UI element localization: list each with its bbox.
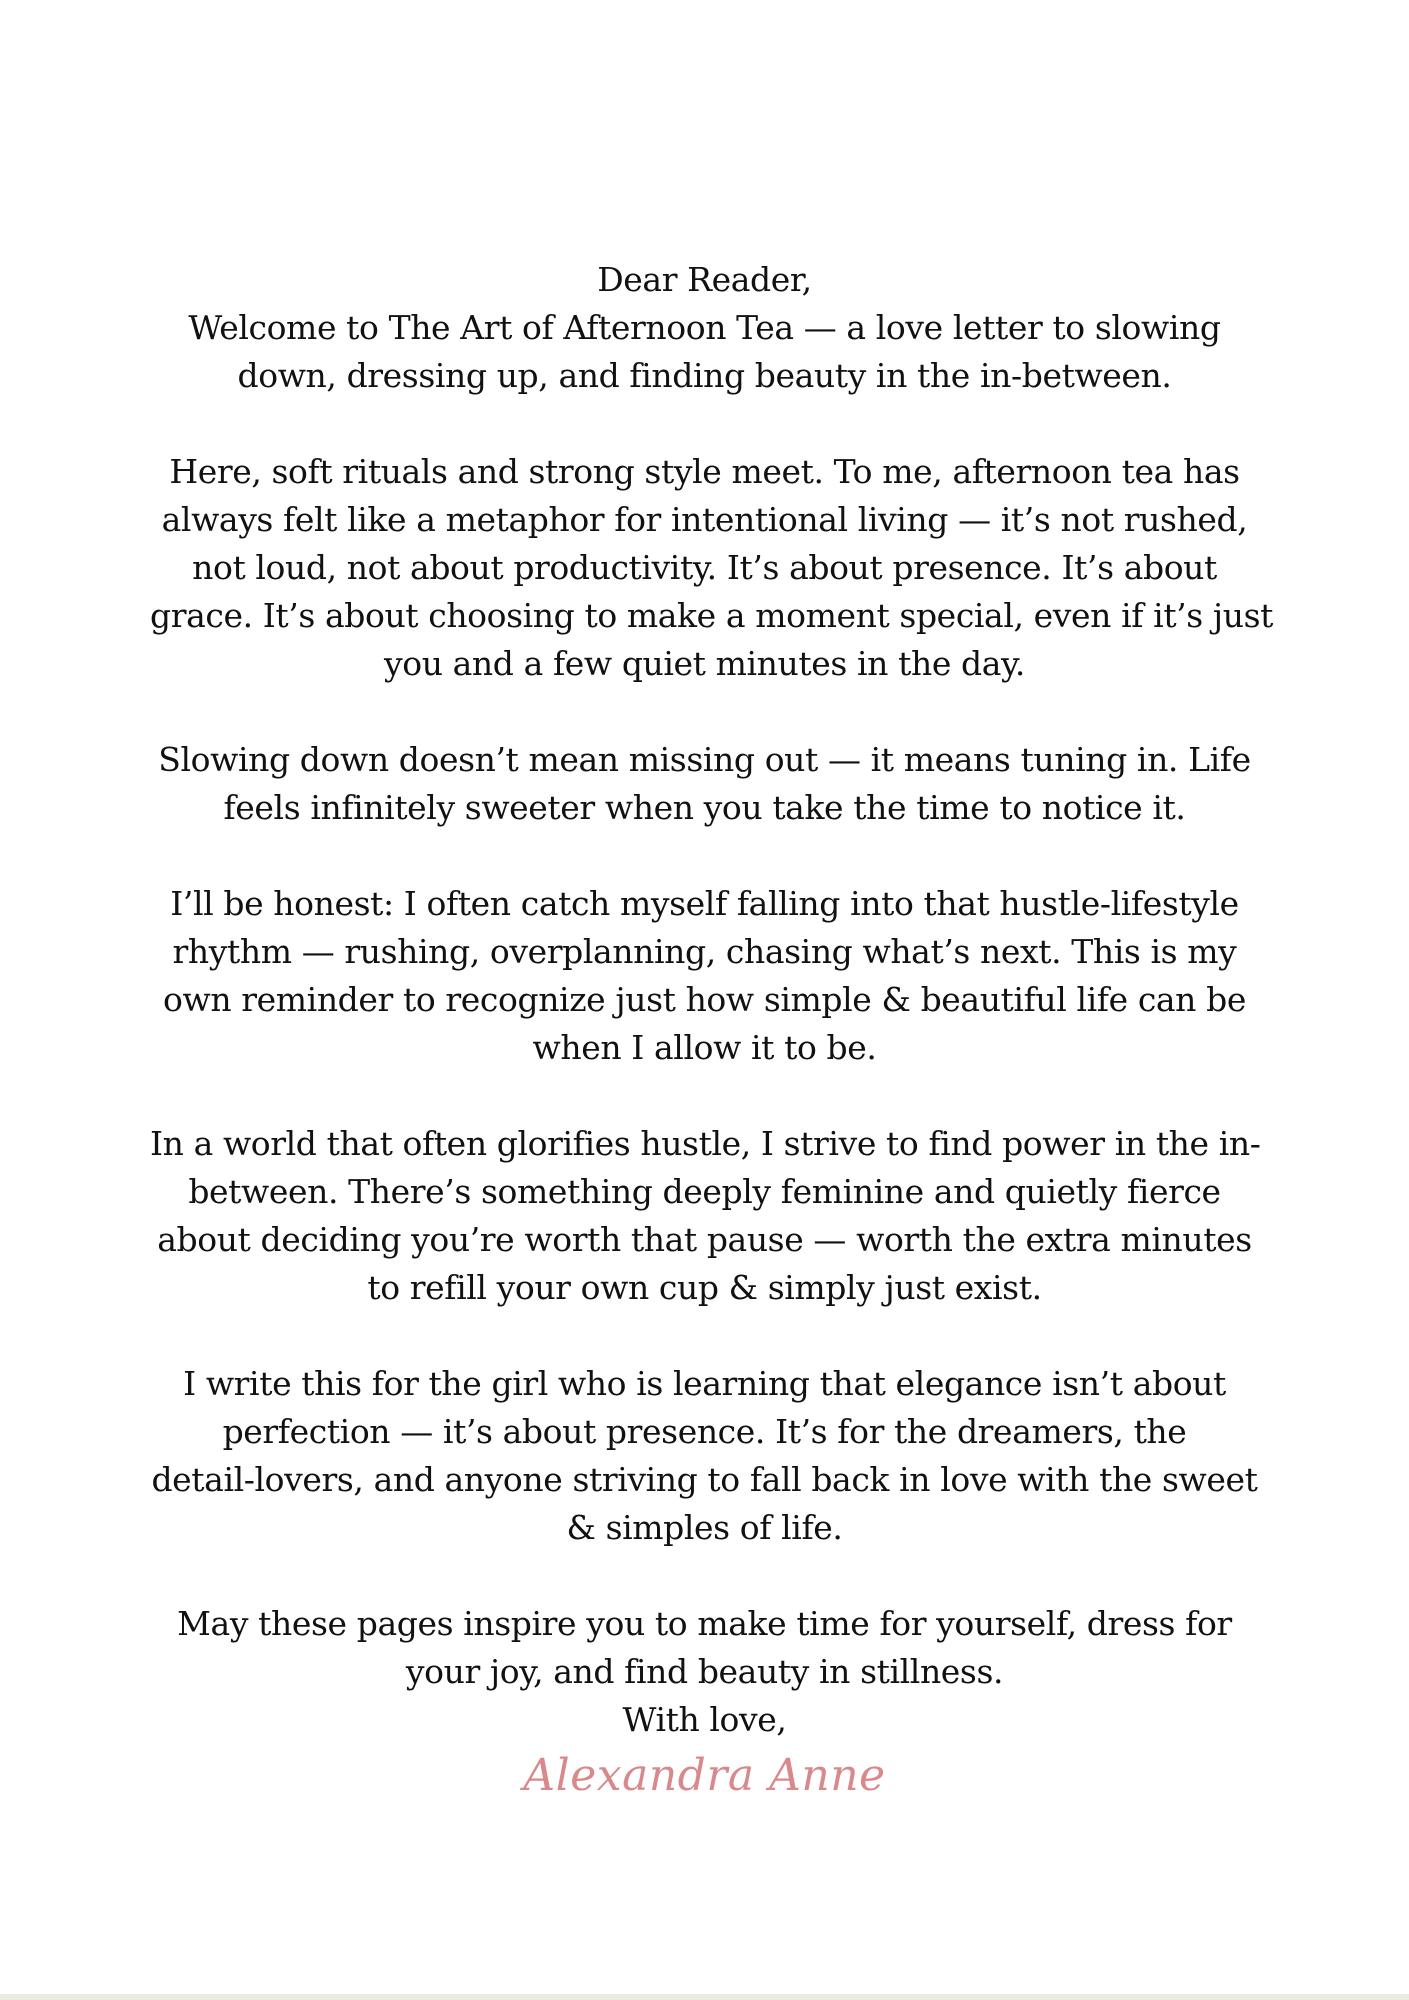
- paragraph-spacer: [150, 832, 1259, 880]
- letter-line: Welcome to The Art of Afternoon Tea — a love letter to slowing: [188, 308, 1221, 347]
- letter-line: I’ll be honest: I often catch myself falling into that hustle-lifestyle: [170, 884, 1239, 923]
- paragraph-dreamers: [150, 1360, 1259, 1552]
- closing-salutation: With love,: [622, 1700, 787, 1739]
- letter-line: Slowing down doesn’t mean missing out — it means tuning in. Life: [158, 740, 1251, 779]
- letter-line: always felt like a metaphor for intentional living — it’s not rushed,: [161, 500, 1248, 539]
- paragraph-spacer: [150, 1552, 1259, 1600]
- letter-line: to refill your own cup & simply just exist.: [367, 1268, 1042, 1307]
- paragraph-spacer: [150, 1072, 1259, 1120]
- letter-line: grace. It’s about choosing to make a moment special, even if it’s just: [150, 596, 1273, 635]
- paragraph-spacer: [150, 400, 1259, 448]
- letter-line: Dear Reader,: [597, 260, 812, 299]
- paragraph-spacer: [150, 1312, 1259, 1360]
- letter-line: when I allow it to be.: [532, 1028, 877, 1067]
- letter-line: feels infinitely sweeter when you take the time to notice it.: [223, 788, 1186, 827]
- letter-line: about deciding you’re worth that pause — worth the extra minutes: [157, 1220, 1252, 1259]
- paragraph-in-between: [150, 1120, 1259, 1312]
- letter-line: down, dressing up, and finding beauty in the in-between.: [237, 356, 1172, 395]
- letter-line: perfection — it’s about presence. It’s for the dreamers, the: [222, 1412, 1187, 1451]
- letter-line: & simples of life.: [566, 1508, 843, 1547]
- letter-line: own reminder to recognize just how simple & beautiful life can be: [163, 980, 1246, 1019]
- letter-line: I write this for the girl who is learning that elegance isn’t about: [183, 1364, 1226, 1403]
- letter-line: your joy, and find beauty in stillness.: [405, 1652, 1004, 1691]
- letter-line: Here, soft rituals and strong style meet. To me, afternoon tea has: [169, 452, 1240, 491]
- paragraph-rituals: [150, 448, 1273, 688]
- paragraph-greeting: [150, 256, 1259, 400]
- page-bottom-edge: [0, 1994, 1409, 2000]
- paragraph-honest: [150, 880, 1259, 1072]
- letter-line: May these pages inspire you to make time for yourself, dress for: [177, 1604, 1232, 1643]
- letter-body: [150, 256, 1273, 1744]
- letter-line: In a world that often glorifies hustle, I strive to find power in the in-: [150, 1124, 1261, 1163]
- paragraph-slowing-down: [150, 736, 1259, 832]
- letter-line: rhythm — rushing, overplanning, chasing what’s next. This is my: [172, 932, 1237, 971]
- letter-line: detail-lovers, and anyone striving to fall back in love with the sweet: [151, 1460, 1258, 1499]
- paragraph-closing: [150, 1600, 1259, 1744]
- signature: Alexandra Anne: [523, 1750, 886, 1801]
- paragraph-spacer: [150, 688, 1259, 736]
- letter-line: not loud, not about productivity. It’s about presence. It’s about: [192, 548, 1217, 587]
- letter-line: you and a few quiet minutes in the day.: [383, 644, 1025, 683]
- letter-line: between. There’s something deeply feminine and quietly fierce: [188, 1172, 1221, 1211]
